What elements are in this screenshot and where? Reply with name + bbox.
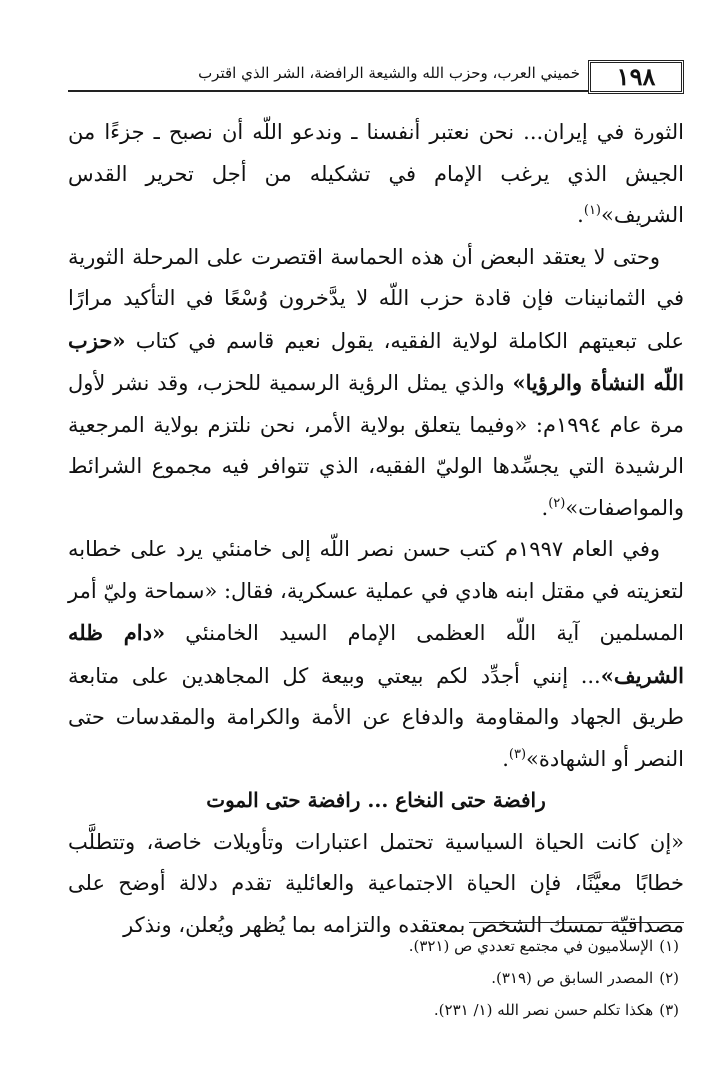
book-title: «حزب اللّه النشأة والرؤيا» — [68, 327, 684, 395]
page-number: ١٩٨ — [588, 60, 684, 94]
running-title: خميني العرب، وحزب الله والشيعة الرافضة، الشر الذي اقترب — [198, 64, 580, 82]
footnote: (١)الإسلاميون في مجتمع تعددي ص (٣٢١). — [408, 937, 679, 955]
header-rule — [68, 90, 588, 92]
footnote: (٢)المصدر السابق ص (٣١٩). — [491, 969, 679, 987]
footnote-rule — [469, 922, 684, 923]
honorific-phrase: «دام ظله الشريف» — [68, 620, 684, 688]
footnote-ref-1: (١) — [583, 203, 601, 218]
paragraph-1: الثورة في إيران... نحن نعتبر أنفسنا ـ وندعو اللّه أن نصبح ـ جزءًا من الجيش الذي يرغب الإمام في تشكيله من أجل تحرير القدس الشريف»$^{(١)}$. — [68, 120, 684, 227]
page-header — [68, 60, 684, 98]
paragraph-3: وفي العام ١٩٩٧م كتب حسن نصر اللّه إلى خامنئي يرد على خطابه لتعزيته في مقتل ابنه هادي في عملية عسكرية، فقال: «سماحة وليّ أمر المسلمين آية اللّه العظمى الإمام السيد الخامنئي «دام ظله الشريف»... إنني أجدِّد لكم بيعتي وبيعة كل المجاهدين على متابعة طريق الجهاد والمقاومة والدفاع عن الأمة والكرامة والمقدسات حتى النصر أو الشهادة»$^{(٣)}$. — [68, 537, 684, 771]
section-heading: رافضة حتى النخاع ... رافضة حتى الموت — [206, 788, 546, 812]
footnote: (٣)هكذا تكلم حسن نصر الله (١/ ٢٣١). — [433, 1001, 679, 1019]
footnotes — [68, 930, 679, 1026]
body-text — [68, 112, 684, 946]
footnote-ref-3: (٣) — [508, 746, 527, 762]
footnote-ref-2: (٢) — [548, 495, 566, 511]
paragraph-2: وحتى لا يعتقد البعض أن هذه الحماسة اقتصرت على المرحلة الثورية في الثمانينات فإن قادة حزب اللّه لا يدَّخرون وُسْعًا في التأكيد مرارًا على تبعيتهم الكاملة لولاية الفقيه، يقول نعيم قاسم في كتاب «حزب اللّه النشأة والرؤيا» والذي يمثل الرؤية الرسمية للحزب، وقد نشر لأول مرة عام ١٩٩٤م: «وفيما يتعلق بولاية الأمر، نحن نلتزم بولاية المرجعية الرشيدة التي يجسِّدها الوليّ الفقيه، الذي تتوافر فيه مجموع الشرائط والمواصفات»$^{(٢)}$. — [68, 244, 684, 520]
paragraph-4: «إن كانت الحياة السياسية تحتمل اعتبارات وتأويلات خاصة، وتتطلَّب خطابًا معيَّنًا، فإن الحياة الاجتماعية والعائلية تقدم دلالة أوضح على مصداقيّة تمسك الشخص بمعتقده والتزامه بما يُظهر ويُعلن، ونذكر — [68, 829, 684, 937]
